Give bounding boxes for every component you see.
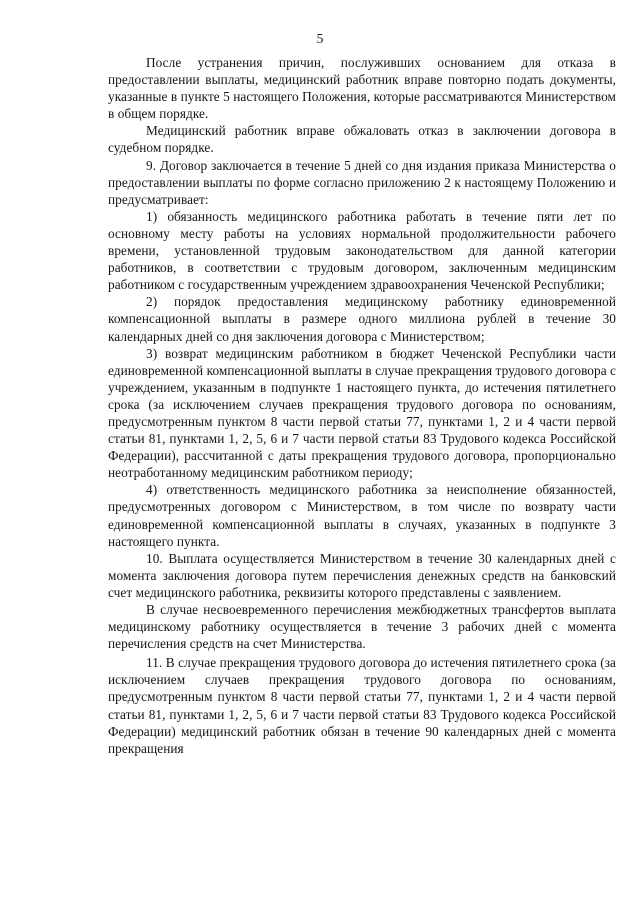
paragraph-item-9: 9. Договор заключается в течение 5 дней со дня издания приказа Министерства о предоставлении выплаты по форме согласно приложению 2 к настоящему Положению и предусматривает: bbox=[108, 157, 616, 207]
paragraph-late-transfer: В случае несвоевременного перечисления межбюджетных трансфертов выплата медицинскому работнику осуществляется в течение 3 рабочих дней с момента перечисления средств на счет Министерства. bbox=[108, 602, 616, 652]
paragraph-appeal: Медицинский работник вправе обжаловать отказ в заключении договора в судебном порядке. bbox=[108, 123, 616, 156]
paragraph-item-10: 10. Выплата осуществляется Министерством в течение 30 календарных дней с момента заключения договора путем перечисления денежных средств на банковский счет медицинского работника, реквизиты которого представлены с заявлением. bbox=[108, 550, 616, 600]
paragraph-item-11: 11. В случае прекращения трудового договора до истечения пятилетнего срока (за исключением случаев прекращения трудового договора по основаниям, предусмотренным пунктом 8 части первой статьи 77, пунктами 1, 2 и 4 части первой статьи 81, пунктами 1, 2, 5, 6 и 7 части первой статьи 83 Трудового кодекса Российской Федерации) медицинский работник обязан в течение 90 календарных дней с момента прекращения bbox=[108, 655, 616, 756]
paragraph-resubmission: После устранения причин, послуживших основанием для отказа в предоставлении выплаты, медицинский работник вправе повторно подать документы, указанные в пункте 5 настоящего Положения, которые рассматриваются Министерством в общем порядке. bbox=[108, 55, 616, 122]
paragraph-subitem-2: 2) порядок предоставления медицинскому работнику единовременной компенсационной выплаты в размере одного миллиона рублей в течение 30 календарных дней со дня заключения договора с Министерством; bbox=[108, 294, 616, 344]
document-body bbox=[108, 54, 616, 757]
paragraph-subitem-3: 3) возврат медицинским работником в бюджет Чеченской Республики части единовременной компенсационной выплаты в случае прекращения трудового договора с учреждением, указанным в подпункте 1 настоящего пункта, до истечения пятилетнего срока (за исключением случаев прекращения трудового договора по основаниям, предусмотренным пунктом 8 части первой статьи 77, пунктами 1, 2 и 4 части первой статьи 81, пунктами 1, 2, 5, 6 и 7 части первой статьи 83 Трудового кодекса Российской Федерации), рассчитанной с даты прекращения трудового договора, пропорционально неотработанному медицинским работником периоду; bbox=[108, 345, 616, 481]
page-number: 5 bbox=[316, 31, 324, 46]
paragraph-subitem-1: 1) обязанность медицинского работника работать в течение пяти лет по основному месту работы на условиях нормальной продолжительности рабочего времени, установленной трудовым законодательством для данной категории работников, в соответствии с трудовым договором, заключенным медицинским работником с государственным учреждением здравоохранения Чеченской Республики; bbox=[108, 208, 616, 293]
paragraph-subitem-4: 4) ответственность медицинского работника за неисполнение обязанностей, предусмотренных договором с Министерством, в том числе по возврату части единовременной компенсационной выплаты в случаях, указанных в подпункте 3 настоящего пункта. bbox=[108, 482, 616, 549]
